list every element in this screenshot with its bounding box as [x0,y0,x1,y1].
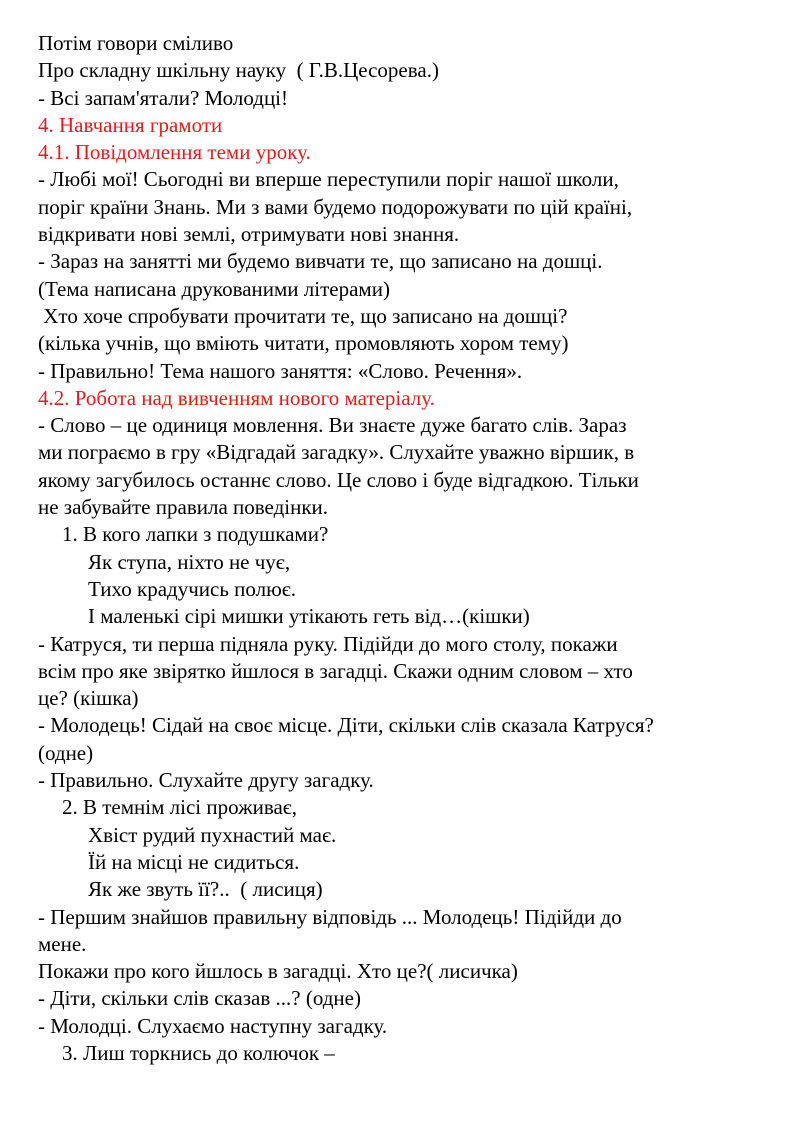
text-line: - Катруся, ти перша підняла руку. Підійди до мого столу, покажи [38,631,618,656]
text-line: - Всі запам'ятали? Молодці! [38,85,289,110]
text-line: - Молодець! Сідай на своє місце. Діти, скільки слів сказала Катруся? [38,713,654,738]
text-line: - Слово – це одиниця мовлення. Ви знаєте дуже багато слів. Зараз [38,413,627,438]
riddle-line: Їй на місці не сидиться. [88,849,300,874]
riddle-line: Хвіст рудий пухнастий має. [88,822,337,847]
riddle-line: Тихо крадучись полює. [88,576,297,601]
text-line: - Зараз на занятті ми будемо вивчати те, що записано на дошці. [38,249,603,274]
text-line: - Любі мої! Сьогодні ви вперше переступили поріг нашої школи, [38,167,619,192]
section-heading: 4. Навчання грамоти [38,112,223,137]
riddle-line: 3. Лиш торкнись до колючок – [62,1040,335,1065]
riddle-line: 2. В темнім лісі проживає, [62,795,298,820]
text-line: Покажи про кого йшлось в загадці. Хто це?( лисичка) [38,959,518,984]
text-line: - Діти, скільки слів сказав ...? (одне) [38,986,361,1011]
text-line: поріг країни Знань. Ми з вами будемо подорожувати по цій країні, [38,194,633,219]
text-line: (Тема написана друкованими літерами) [38,276,390,301]
text-line: - Першим знайшов правильну відповідь ... Молодець! Підійди до [38,904,622,929]
text-line: - Правильно. Слухайте другу загадку. [38,768,374,793]
subsection-heading: 4.1. Повідомлення теми уроку. [38,140,311,165]
riddle-line: Як же звуть її?.. ( лисиця) [88,877,323,902]
text-line: - Молодці. Слухаємо наступну загадку. [38,1013,388,1038]
text-line: не забувайте правила поведінки. [38,495,329,520]
text-line: це? (кішка) [38,686,139,711]
text-line: (одне) [38,740,94,765]
text-line: Хто хоче спробувати прочитати те, що записано на дошці? [38,303,568,328]
text-line: (кілька учнів, що вміють читати, промовляють хором тему) [38,331,569,356]
riddle-line: Як ступа, ніхто не чує, [88,549,291,574]
text-line: Про складну шкільну науку ( Г.В.Цесорева.) [38,58,439,83]
text-line: мене. [38,931,87,956]
text-line: якому загубилось останнє слово. Це слово і буде відгадкою. Тільки [38,467,639,492]
text-line: всім про яке звірятко йшлося в загадці. Скажи одним словом – хто [38,658,633,683]
text-line: відкривати нові землі, отримувати нові знання. [38,222,460,247]
text-line: ми пограємо в гру «Відгадай загадку». Слухайте уважно віршик, в [38,440,635,465]
text-line: Потім говори сміливо [38,31,234,55]
riddle-line: 1. В кого лапки з подушками? [62,522,329,547]
subsection-heading: 4.2. Робота над вивченням нового матеріалу. [38,385,435,410]
text-line: - Правильно! Тема нашого заняття: «Слово. Речення». [38,358,523,383]
document-page [38,30,778,1067]
riddle-line: І маленькі сірі мишки утікають геть від…(кішки) [88,604,530,629]
